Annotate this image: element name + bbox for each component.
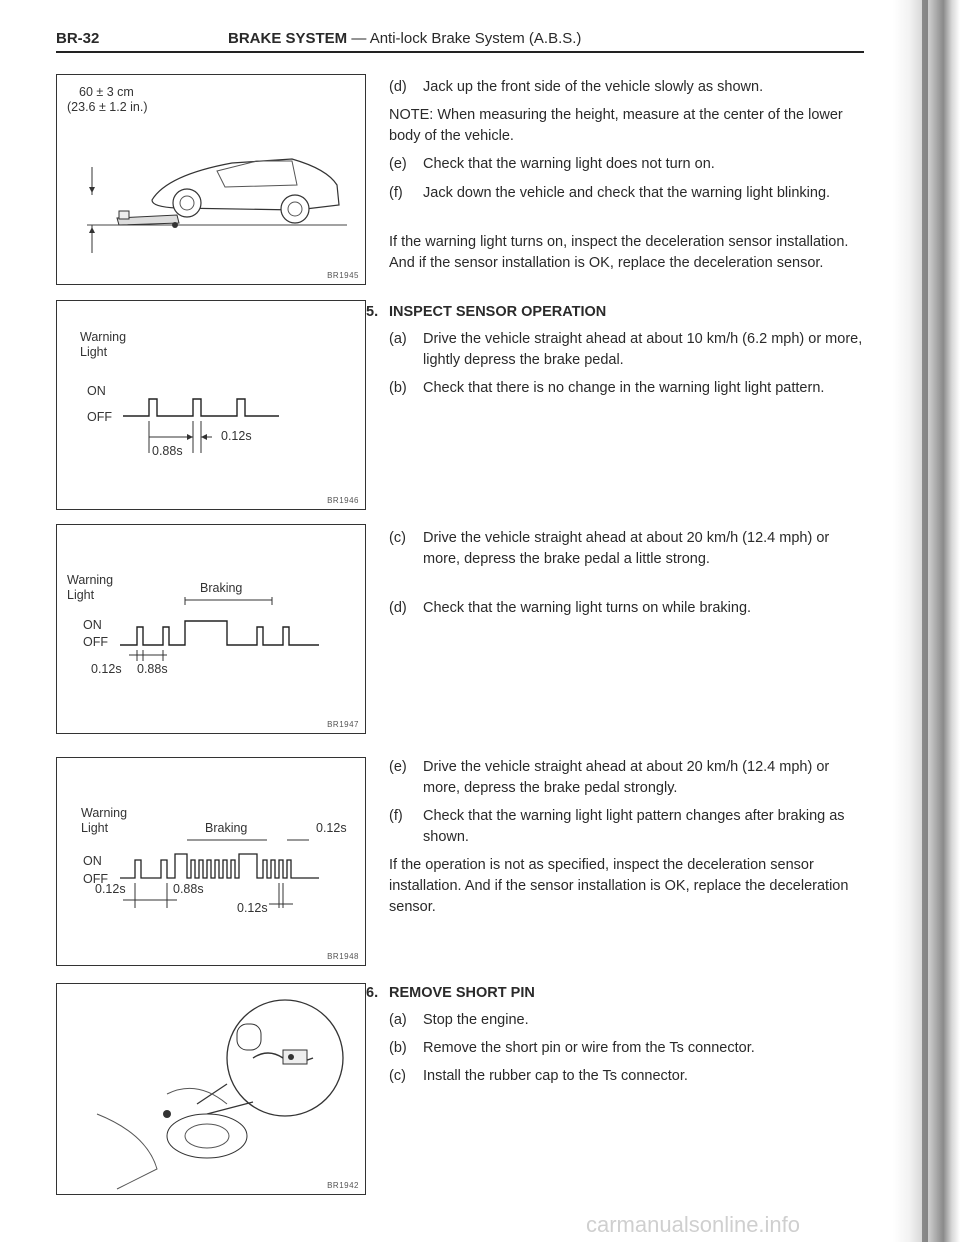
step-title: REMOVE SHORT PIN bbox=[389, 985, 535, 1001]
item-text: Check that there is no change in the warning light light pattern. bbox=[423, 380, 825, 396]
figure-id: BR1942 bbox=[327, 1181, 359, 1190]
warning-label: Warning bbox=[80, 330, 127, 344]
height-spec-cm: 60 ± 3 cm bbox=[79, 85, 134, 99]
off-label: OFF bbox=[87, 410, 112, 424]
pulse-waveform bbox=[57, 525, 365, 733]
item-text: Install the rubber cap to the Ts connector. bbox=[423, 1068, 688, 1084]
item-label: (a) bbox=[389, 331, 407, 347]
height-spec-in: (23.6 ± 1.2 in.) bbox=[67, 100, 148, 114]
item-label: (e) bbox=[389, 759, 407, 775]
item-text: Check that the warning light turns on while braking. bbox=[423, 600, 752, 616]
item-text: Jack down the vehicle and check that the warning light blinking. bbox=[423, 185, 831, 201]
light-label: Light bbox=[81, 821, 109, 835]
pulse-width-label: 0.12s bbox=[221, 429, 252, 443]
item-label: (b) bbox=[389, 1040, 407, 1056]
item-label: (c) bbox=[389, 530, 406, 546]
item-label: (d) bbox=[389, 600, 407, 616]
figure-id: BR1947 bbox=[327, 720, 359, 729]
figure-warning-pattern-normal bbox=[56, 300, 366, 510]
item-label: (e) bbox=[389, 156, 407, 172]
on-label: ON bbox=[87, 384, 106, 398]
pulse-width-label: 0.12s bbox=[95, 882, 126, 896]
step-number: 6. bbox=[366, 985, 379, 1001]
light-label: Light bbox=[67, 588, 95, 602]
page-number: BR-32 bbox=[56, 30, 100, 47]
pulse-width-label: 0.12s bbox=[91, 662, 122, 676]
item-label: (c) bbox=[389, 1068, 406, 1084]
section-title: BRAKE SYSTEM bbox=[228, 30, 348, 47]
paragraph-operation-not-specified: If the operation is not as specified, inspect the deceleration sensor installation. And if the sensor installation is OK, replace the deceleration sensor. bbox=[389, 857, 849, 915]
binding-shadow bbox=[922, 0, 928, 1242]
item-text: Check that the warning light does not turn on. bbox=[423, 156, 715, 172]
item-text: Check that the warning light light pattern changes after braking as shown. bbox=[423, 808, 845, 845]
car-jack-illustration bbox=[57, 75, 365, 284]
item-text: Jack up the front side of the vehicle slowly as shown. bbox=[423, 79, 764, 95]
item-text: Drive the vehicle straight ahead at about 10 km/h (6.2 mph) or more, lightly depress the brake pedal. bbox=[423, 331, 863, 368]
warning-label: Warning bbox=[67, 573, 114, 587]
step-number: 5. bbox=[366, 304, 379, 320]
pulse-interval-label: 0.88s bbox=[173, 882, 204, 896]
item-label: (a) bbox=[389, 1012, 407, 1028]
item-label: (b) bbox=[389, 380, 407, 396]
pulse-width-label-bottom: 0.12s bbox=[237, 901, 268, 915]
step-title: INSPECT SENSOR OPERATION bbox=[389, 304, 607, 320]
item-text: Remove the short pin or wire from the Ts connector. bbox=[423, 1040, 755, 1056]
header-rule bbox=[56, 51, 864, 53]
item-text: Drive the vehicle straight ahead at about 20 km/h (12.4 mph) or more, depress the brake pedal a little strong. bbox=[423, 530, 830, 567]
figure-warning-pattern-braking bbox=[56, 524, 366, 734]
item-label: (f) bbox=[389, 808, 403, 824]
figure-id: BR1946 bbox=[327, 496, 359, 505]
figure-warning-pattern-strong-braking bbox=[56, 757, 366, 966]
figure-id: BR1945 bbox=[327, 271, 359, 280]
item-label: (f) bbox=[389, 185, 403, 201]
item-text: Stop the engine. bbox=[423, 1012, 529, 1028]
watermark: carmanualsonline.info bbox=[586, 1212, 801, 1237]
pulse-waveform bbox=[57, 758, 365, 965]
light-label: Light bbox=[80, 345, 108, 359]
pulse-interval-label: 0.88s bbox=[137, 662, 168, 676]
on-label: ON bbox=[83, 854, 102, 868]
braking-label: Braking bbox=[200, 581, 243, 595]
warning-label: Warning bbox=[81, 806, 128, 820]
off-label: OFF bbox=[83, 872, 108, 886]
paragraph-inspect-sensor: If the warning light turns on, inspect the deceleration sensor installation. And if the sensor installation is OK, replace the deceleration sensor. bbox=[389, 234, 849, 271]
note: NOTE: When measuring the height, measure at the center of the lower body of the vehicle. bbox=[389, 107, 843, 144]
pulse-width-label-top: 0.12s bbox=[316, 821, 347, 835]
page-header bbox=[56, 30, 866, 52]
item-text: Drive the vehicle straight ahead at about 20 km/h (12.4 mph) or more, depress the brake pedal strongly. bbox=[423, 759, 830, 796]
page-title bbox=[228, 30, 581, 47]
off-label: OFF bbox=[83, 635, 108, 649]
figure-id: BR1948 bbox=[327, 952, 359, 961]
pulse-waveform bbox=[57, 301, 365, 509]
pulse-interval-label: 0.88s bbox=[152, 444, 183, 458]
figure-ts-connector bbox=[56, 983, 366, 1195]
subsection-title: — Anti-lock Brake System (A.B.S.) bbox=[347, 30, 582, 47]
figure-jack-up bbox=[56, 74, 366, 285]
on-label: ON bbox=[83, 618, 102, 632]
braking-label: Braking bbox=[205, 821, 248, 835]
item-label: (d) bbox=[389, 79, 407, 95]
ts-connector-illustration bbox=[57, 984, 365, 1194]
